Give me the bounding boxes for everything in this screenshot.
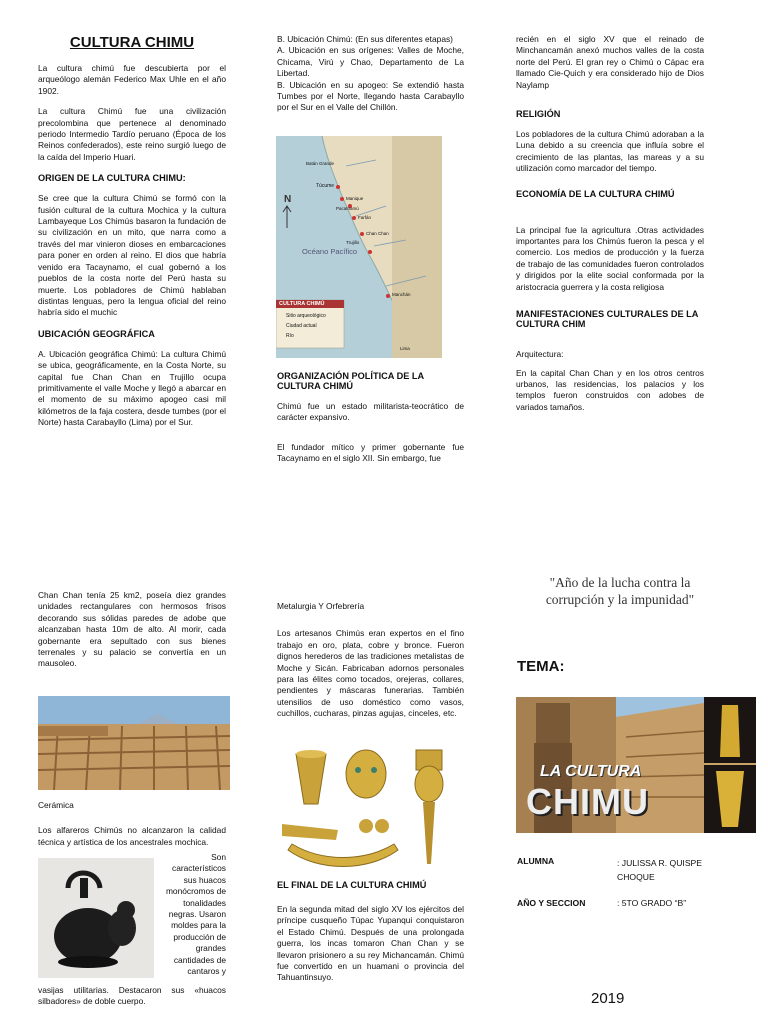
ceramica-tail <box>38 985 226 1008</box>
ceramica-paragraph-1: Los alfareros Chimús no alcanzaron la calidad técnica y artística de los ancestrales mochica. <box>38 825 226 847</box>
metalurgia-heading: Metalurgia Y Orfebrería <box>277 601 365 611</box>
ubicacion-b-title: B. Ubicación Chimú: (En sus diferentes etapas) <box>277 34 453 44</box>
organizacion-heading: ORGANIZACIÓN POLÍTICA DE LA CULTURA CHIMÚ <box>277 371 424 391</box>
map-place-label: Chan Chan <box>366 231 389 236</box>
gold-artifacts-photo <box>278 744 464 872</box>
continuation-paragraph: recién en el siglo XV que el reinado de Minchancamán anexó muchos valles de la costa norte del Perú. El gran rey o Chimú o Cápac era llamado Cie-Quich y era considerado hijo de Dios Naylamp <box>516 34 704 90</box>
chimu-map <box>276 136 442 358</box>
intro-paragraph-2: La cultura Chimú fue una civilización precolombina que pertenece al denominado periodo Intermedio Tardío peruano (Época de los Reinos confederados), este reino surgió luego de la caída del Imperio Huari. <box>38 106 226 162</box>
map-legend-item: Sitio arqueológico <box>286 313 326 319</box>
ceramica-paragraph-3: vasijas utilitarias. Destacaron sus «huacos silbadores» de doble cuerpo. <box>38 985 226 1007</box>
year-block <box>591 990 624 1008</box>
ubicacion-heading: UBICACIÓN GEOGRÁFICA <box>38 328 155 339</box>
map-place-label: Pacatnamú <box>336 206 359 211</box>
ceramica-side-text <box>160 852 226 977</box>
organizacion-paragraph-1: Chimú fue un estado militarista-teocrático de carácter expansivo. <box>277 401 464 423</box>
final-heading: EL FINAL DE LA CULTURA CHIMÚ <box>277 880 427 890</box>
religion-heading: RELIGIÓN <box>516 109 561 120</box>
column-left-top <box>38 34 226 429</box>
religion-paragraph: Los pobladores de la cultura Chimú adoraban a la Luna debido a su creencia que influía sobre el crecimiento de las plantas, las mareas y a su utilización como marcador del tiempo. <box>516 129 704 174</box>
ceramica-paragraph-2: Son característicos sus huacos monócromos de tonalidades negras. Usaron moldes para la producción de grandes cantidades de cantaros y <box>165 852 226 977</box>
map-place-label: Farfán <box>358 215 372 220</box>
north-arrow-label: N <box>284 194 292 205</box>
cover-title-line-1: LA CULTURA <box>540 763 642 780</box>
ubicacion-apogeo: B. Ubicación en su apogeo: Se extendió hasta Tumbes por el Norte, llegando hasta Carabayllo por el Sur en el Valle del Chillón. <box>277 79 464 113</box>
ubicacion-origenes: A. Ubicación en sus orígenes: Valles de Moche, Chicama, Virú y Chao, Departamento de La Libertad. <box>277 45 464 79</box>
column-middle-org <box>277 371 464 465</box>
map-place-label: Batán Grande <box>306 161 335 166</box>
cover-image <box>516 697 756 833</box>
economia-paragraph: La principal fue la agricultura .Otras actividades importantes para los Chimús fueron la pesca y el comercio. Los medios de producción y la fuerza de trabajo de las comunidades fueron controlados y dirigidos por la elite social conformada por la aristocracia guerrera y la costa religiosa <box>516 224 704 292</box>
ceramic-vessel-photo <box>38 858 154 978</box>
ubicacion-paragraph: A. Ubicación geográfica Chimú: La cultura Chimú se ubica, geográficamente, en la Costa Norte, su capital fue Chan Chan en Trujillo ocupa primitivamente el valle Moche y llegó a abarcar en el momento de su máximo apogeo casi mil kilómetros de la faja costera, desde tumbes (por el Norte) hasta Carabayllo (Lima) por el Sur. <box>38 348 226 428</box>
map-place-label: Lima <box>400 346 410 351</box>
map-place-label: Trujillo <box>346 240 360 245</box>
final-paragraph: En la segunda mitad del siglo XV los ejércitos del príncipe cusqueño Túpac Yupanqui conquistaron el Estado Chimú. Después de una prolongada guerra, los incas tomaron Chan Chan y se llevaron prisionero a su rey Michancamán. Chimú fue convertido en un huamani o provincia del Tahuantinsuyo. <box>277 904 464 983</box>
chanchan-photo <box>38 696 230 790</box>
column-left-bottom <box>38 590 226 670</box>
column-middle-final <box>277 880 464 984</box>
column-right-top <box>516 34 704 413</box>
year-text: 2019 <box>591 990 625 1007</box>
map-place-label: Manchán <box>392 292 411 297</box>
alumna-value: : JULISSA R. QUISPE CHOQUE <box>617 858 703 882</box>
alumna-label: ALUMNA <box>517 856 555 866</box>
organizacion-paragraph-2: El fundador mítico y primer gobernante fue Tacaynamo en el siglo XII. Sin embargo, fue <box>277 441 464 464</box>
chanchan-paragraph: Chan Chan tenía 25 km2, poseía diez grandes unidades rectangulares con hermosos frisos decorando sus sólidas paredes de adobe que alcanzaban hasta 10m de alto. Al morir, cada gobernante era sepultado con sus bienes terrenales y su palacio se convertía en un mausoleo. <box>38 590 226 669</box>
ocean-label: Océano Pacífico <box>302 247 358 256</box>
map-place-label: Manique <box>346 196 364 201</box>
ceramic-vessel-drawing <box>38 858 154 978</box>
origen-paragraph: Se cree que la cultura Chimú se formó con la fusión cultural de la cultura Mochica y la cultura Lambayeque Los Chimús basaron la fundación de su civilización en un mito, que narra como a través del mar vinieron dioses en embarcaciones para poner en orden al reino. El dios que habría venido era Tacaynamo, el cual gobernó a los pueblos de la costa norte del Perú hasta su muerte. Los pobladores de Chimú hablaban distintas lenguas, pero la lengua oficial del reino habría sido el muchic <box>38 193 226 318</box>
cover-title-line-2: CHIMU <box>526 781 649 822</box>
column-middle-bottom <box>277 601 464 720</box>
ceramica-section <box>38 800 226 848</box>
page-title: CULTURA CHIMU <box>69 34 195 51</box>
tema-block <box>517 658 565 675</box>
metalurgia-paragraph: Los artesanos Chimús eran expertos en el fino trabajo en oro, plata, cobre y bronce. Fueron dignos herederos de las tradiciones metalistas de Moche y Sicán. Fabricaban adornos personales para las élites como tocados, orejeras, collares, pendientes y máscaras funerarias. También utensilios de uso doméstico como vasos, cuchillos, cucharas, pinzas agujas, cinceles, etc. <box>277 628 464 719</box>
student-info <box>517 856 737 918</box>
arquitectura-label: Arquitectura: <box>516 349 564 360</box>
map-legend-item: Río <box>286 333 294 339</box>
origen-heading: ORIGEN DE LA CULTURA CHIMU: <box>38 173 186 184</box>
cover-motto <box>528 574 712 608</box>
chanchan-photo-drawing <box>38 696 230 790</box>
motto-text: "Año de la lucha contra la corrupción y la impunidad" <box>545 575 695 607</box>
intro-paragraph-1: La cultura chimú fue descubierta por el arqueólogo alemán Federico Max Uhle en el año 1902. <box>38 63 226 96</box>
map-place-label: Túcume <box>316 183 335 189</box>
grado-label: AÑO Y SECCION <box>517 898 586 908</box>
column-middle-top <box>277 34 464 114</box>
gold-artifacts-drawing <box>278 744 464 872</box>
map-legend-title: CULTURA CHIMÚ <box>279 301 325 307</box>
arquitectura-paragraph: En la capital Chan Chan y en los otros centros urbanos, las residencias, los palacios y los templos fueron construidos con adobes de variados tamaños. <box>516 367 704 412</box>
manifestaciones-heading: MANIFESTACIONES CULTURALES DE LA CULTURA CHIM <box>516 309 699 330</box>
map-legend-item: Ciudad actual <box>286 323 317 329</box>
ceramica-heading: Cerámica <box>38 800 74 810</box>
grado-value: : 5TO GRADO “B” <box>617 898 687 908</box>
tema-label: TEMA: <box>517 658 565 675</box>
economia-heading: ECONOMÍA DE LA CULTURA CHIMÚ <box>516 188 675 199</box>
